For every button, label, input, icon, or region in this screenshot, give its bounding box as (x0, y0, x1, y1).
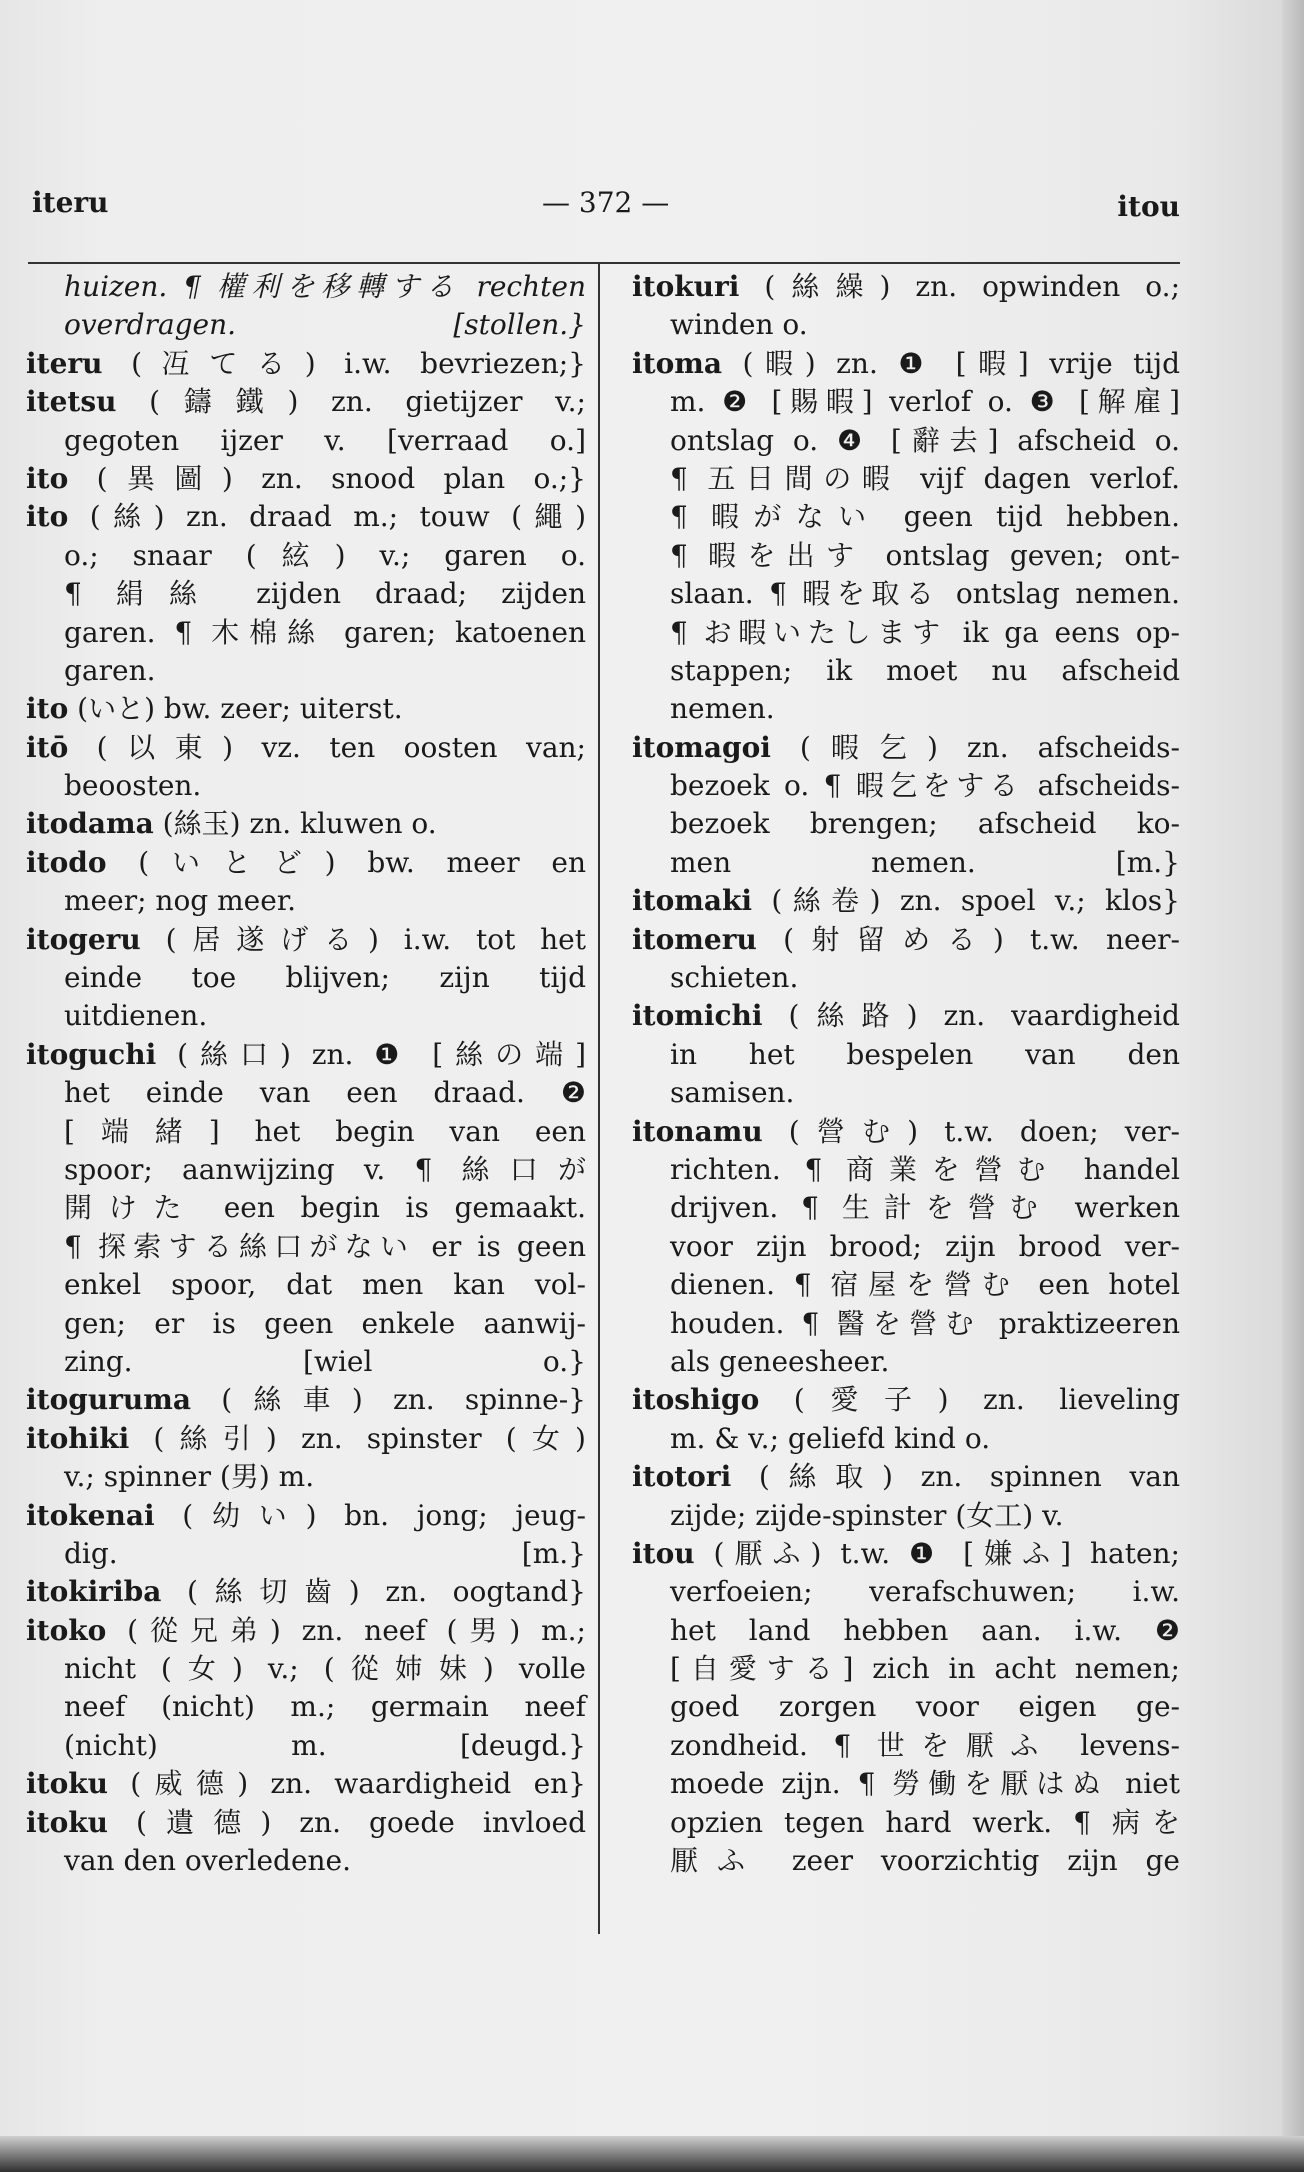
entry-text: ¶ 暇を出す ontslag geven; ont- (670, 538, 1180, 572)
dictionary-line (632, 383, 1180, 421)
dictionary-line (26, 1458, 586, 1496)
dictionary-line (632, 1266, 1180, 1304)
entry-text: (絲玉) zn. kluwen o. (162, 807, 437, 841)
dictionary-line (632, 1573, 1180, 1611)
entry-text: het land hebben aan. i.w. ❷ (670, 1613, 1180, 1647)
dictionary-line (26, 1266, 586, 1304)
dictionary-line (632, 1842, 1180, 1880)
entry-text: (絲車) zn. spinne-} (221, 1383, 586, 1417)
dictionary-line (632, 1612, 1180, 1650)
dictionary-line (26, 1036, 586, 1074)
dictionary-line (26, 882, 586, 920)
entry-text: zijde; zijde-spinster (女工) v. (670, 1498, 1064, 1532)
entry-text: (威德) zn. waardigheid en} (130, 1767, 586, 1801)
dictionary-line (26, 652, 586, 690)
dictionary-line (26, 1074, 586, 1112)
dictionary-line (632, 1535, 1180, 1573)
dictionary-line (632, 1727, 1180, 1765)
entry-text: moede zijn. ¶ 勞働を厭はぬ niet (670, 1767, 1180, 1801)
dictionary-line (632, 1804, 1180, 1842)
guide-word-right: itou (1117, 190, 1180, 223)
entry-headword: itonamu (632, 1114, 763, 1148)
dictionary-line (26, 921, 586, 959)
entry-text: m. ❷ [賜暇] verlof o. ❸ [解雇] (670, 385, 1180, 419)
entry-text: neef (nicht) m.; germain neef (64, 1690, 586, 1724)
dictionary-line (632, 882, 1180, 920)
entry-text: het einde van een draad. ❷ (64, 1076, 586, 1110)
dictionary-line (26, 306, 586, 344)
entry-headword: itoko (26, 1613, 107, 1647)
dictionary-line (632, 1228, 1180, 1266)
entry-text: (絲取) zn. spinnen van (758, 1460, 1180, 1494)
dictionary-line (632, 844, 1180, 882)
dictionary-line (26, 1113, 586, 1151)
dictionary-line (26, 1305, 586, 1343)
entry-text: (絲) zn. draad m.; touw (繩) (89, 500, 586, 534)
entry-headword: itoshigo (632, 1383, 760, 1417)
entry-text: 厭ふ zeer voorzichtig zijn ge (670, 1844, 1180, 1878)
dictionary-line (26, 537, 586, 575)
entry-headword: itoma (632, 346, 723, 380)
dictionary-line (26, 1804, 586, 1842)
entry-text: spoor; aanwijzing v. ¶ 絲口が (64, 1152, 586, 1186)
entry-text: bezoek brengen; afscheid ko- (670, 807, 1180, 841)
entry-headword: ito (26, 500, 69, 534)
entry-text: van den overledene. (64, 1844, 352, 1878)
entry-headword: itomichi (632, 999, 763, 1033)
dictionary-line (632, 997, 1180, 1035)
entry-headword: itomaki (632, 884, 753, 918)
entry-text: richten. ¶ 商業を營む handel (670, 1152, 1180, 1186)
guide-word-left: iteru (32, 186, 109, 219)
entry-text: dienen. ¶ 宿屋を營む een hotel (670, 1268, 1180, 1302)
dictionary-line (26, 1497, 586, 1535)
dictionary-line (632, 537, 1180, 575)
entry-text: [自愛する] zich in acht nemen; (670, 1652, 1180, 1686)
dictionary-line (26, 1381, 586, 1419)
left-column (26, 268, 586, 1880)
dictionary-line (632, 729, 1180, 767)
entry-text: (鑄鐵) zn. gietijzer v.; (149, 385, 586, 419)
dictionary-line (26, 268, 586, 306)
entry-text: (冱てる) i.w. bevriezen;} (131, 346, 586, 380)
entry-headword: itomeru (632, 922, 757, 956)
entry-headword: ito (26, 692, 69, 726)
dictionary-line (26, 1228, 586, 1266)
entry-text: ontslag o. ❹ [辭去] afscheid o. (670, 423, 1180, 457)
page-header (32, 186, 1180, 226)
entry-text: (暇) zn. ❶ [暇] vrije tijd (742, 346, 1180, 380)
dictionary-line (26, 1535, 586, 1573)
dictionary-line (632, 1381, 1180, 1419)
entry-headword: ito (26, 461, 69, 495)
entry-headword: itodo (26, 845, 107, 879)
dictionary-line (26, 1688, 586, 1726)
entry-text: huizen. ¶ 權利を移轉する rechten (64, 270, 586, 303)
entry-text: (愛子) zn. lieveling (793, 1383, 1180, 1417)
entry-text: nemen. (670, 692, 775, 726)
dictionary-line (26, 767, 586, 805)
entry-text: nicht (女) v.; (從姉妹) volle (64, 1652, 586, 1686)
entry-text: (いとど) bw. meer en (138, 845, 586, 879)
entry-headword: itokiriba (26, 1575, 162, 1609)
page-edge (1282, 0, 1304, 2172)
entry-text: opzien tegen hard werk. ¶ 病を (670, 1805, 1180, 1839)
entry-headword: itohiki (26, 1421, 130, 1455)
dictionary-line (632, 1497, 1180, 1535)
dictionary-line (26, 729, 586, 767)
entry-text: ¶ お暇いたします ik ga eens op- (670, 615, 1180, 649)
dictionary-line (632, 1343, 1180, 1381)
entry-headword: itoku (26, 1805, 109, 1839)
entry-text: (厭ふ) t.w. ❶ [嫌ふ] haten; (713, 1536, 1180, 1570)
entry-text: [端緒] het begin van een (64, 1114, 586, 1148)
entry-headword: iteru (26, 346, 103, 380)
dictionary-line (632, 1420, 1180, 1458)
dictionary-line (26, 1420, 586, 1458)
page-bottom-shadow (0, 2136, 1304, 2172)
entry-text: uitdienen. (64, 999, 208, 1033)
entry-text: beoosten. (64, 769, 202, 803)
entry-headword: itogeru (26, 922, 141, 956)
entry-text: gen; er is geen enkele aanwij- (64, 1306, 586, 1340)
entry-headword: itomagoi (632, 730, 771, 764)
dictionary-line (632, 1688, 1180, 1726)
entry-text: in het bespelen van den (670, 1037, 1180, 1071)
right-column (632, 268, 1180, 1880)
dictionary-line (26, 1189, 586, 1227)
entry-text: slaan. ¶ 暇を取る ontslag nemen. (670, 577, 1180, 611)
dictionary-line (26, 844, 586, 882)
entry-headword: itō (26, 730, 69, 764)
entry-text: (絲切齒) zn. oogtand} (187, 1575, 586, 1609)
dictionary-line (26, 614, 586, 652)
entry-text: (異圖) zn. snood plan o.;} (96, 461, 586, 495)
dictionary-line (26, 383, 586, 421)
dictionary-line (632, 1151, 1180, 1189)
entry-headword: itou (632, 1536, 695, 1570)
entry-text: samisen. (670, 1076, 795, 1110)
entry-text: o.; snaar (絃) v.; garen o. (64, 538, 586, 572)
entry-text: verfoeien; verafschuwen; i.w. (670, 1575, 1180, 1609)
entry-text: (幼い) bn. jong; jeug- (182, 1498, 586, 1532)
entry-text: meer; nog meer. (64, 884, 297, 918)
dictionary-line (26, 805, 586, 843)
entry-text: (以東) vz. ten oosten van; (96, 730, 586, 764)
dictionary-line (26, 1650, 586, 1688)
dictionary-line (632, 1765, 1180, 1803)
entry-text: bezoek o. ¶ 暇乞をする afscheids- (670, 769, 1180, 803)
dictionary-line (632, 1036, 1180, 1074)
dictionary-line (632, 921, 1180, 959)
dictionary-line (26, 1573, 586, 1611)
entry-text: zondheid. ¶ 世を厭ふ levens- (670, 1728, 1180, 1762)
dictionary-line (632, 614, 1180, 652)
entry-text: (絲卷) zn. spoel v.; klos} (771, 884, 1180, 918)
entry-text: dig. [m.} (64, 1536, 586, 1570)
dictionary-line (26, 575, 586, 613)
entry-text: einde toe blijven; zijn tijd (64, 961, 586, 995)
entry-text: (nicht) m. [deugd.} (64, 1728, 586, 1762)
dictionary-line (26, 1343, 586, 1381)
entry-headword: itodama (26, 807, 154, 841)
entry-headword: itokuri (632, 270, 740, 303)
dictionary-line (632, 959, 1180, 997)
dictionary-line (632, 306, 1180, 344)
entry-text: drijven. ¶ 生計を營む werken (670, 1191, 1180, 1225)
entry-text: goed zorgen voor eigen ge- (670, 1690, 1180, 1724)
dictionary-line (632, 767, 1180, 805)
entry-text: (居遂げる) i.w. tot het (165, 922, 586, 956)
dictionary-line (632, 345, 1180, 383)
entry-text: (營む) t.w. doen; ver- (788, 1114, 1180, 1148)
entry-text: (いと) bw. zeer; uiterst. (77, 692, 403, 726)
entry-headword: itotori (632, 1460, 732, 1494)
dictionary-line (632, 805, 1180, 843)
entry-text: (絲口) zn. ❶ [絲の端] (177, 1037, 586, 1071)
dictionary-line (26, 997, 586, 1035)
entry-text: m. & v.; geliefd kind o. (670, 1421, 991, 1455)
entry-text: ¶ 探索する絲口がない er is geen (64, 1229, 586, 1263)
entry-text: (射留める) t.w. neer- (783, 922, 1180, 956)
entry-text: (從兄弟) zn. neef (男) m.; (127, 1613, 586, 1647)
dictionary-line (26, 345, 586, 383)
entry-text: (絲引) zn. spinster (女) (153, 1421, 586, 1455)
entry-text: winden o. (670, 308, 808, 342)
dictionary-line (632, 460, 1180, 498)
dictionary-line (632, 1305, 1180, 1343)
dictionary-line (632, 1189, 1180, 1227)
entry-text: ¶ 絹絲 zijden draad; zijden (64, 577, 586, 611)
dictionary-line (632, 422, 1180, 460)
entry-text: (暇乞) zn. afscheids- (799, 730, 1180, 764)
entry-text: ¶ 五日間の暇 vijf dagen verlof. (670, 461, 1180, 495)
dictionary-line (632, 652, 1180, 690)
dictionary-line (26, 498, 586, 536)
dictionary-line (26, 1727, 586, 1765)
dictionary-line (26, 422, 586, 460)
entry-text: als geneesheer. (670, 1344, 890, 1378)
dictionary-line (632, 1650, 1180, 1688)
dictionary-line (632, 575, 1180, 613)
entry-headword: itetsu (26, 385, 117, 419)
entry-headword: itoguruma (26, 1383, 192, 1417)
entry-text: enkel spoor, dat men kan vol- (64, 1268, 586, 1302)
entry-text: garen. (64, 653, 156, 687)
entry-text: 開けた een begin is gemaakt. (64, 1191, 586, 1225)
dictionary-line (632, 498, 1180, 536)
dictionary-line (26, 1842, 586, 1880)
dictionary-line (632, 1074, 1180, 1112)
dictionary-line (26, 460, 586, 498)
dictionary-line (632, 690, 1180, 728)
entry-text: ¶ 暇がない geen tijd hebben. (670, 500, 1180, 534)
dictionary-line (632, 1458, 1180, 1496)
dictionary-line (26, 1612, 586, 1650)
dictionary-line (26, 690, 586, 728)
entry-text: voor zijn brood; zijn brood ver- (670, 1229, 1180, 1263)
entry-text: stappen; ik moet nu afscheid (670, 653, 1180, 687)
dictionary-line (632, 268, 1180, 306)
entry-text: overdragen. [stollen.} (64, 308, 586, 342)
entry-text: schieten. (670, 961, 799, 995)
entry-text: garen. ¶ 木棉絲 garen; katoenen (64, 615, 586, 649)
entry-text: zing. [wiel o.} (64, 1344, 586, 1378)
entry-text: (絲繰) zn. opwinden o.; (764, 270, 1181, 303)
dictionary-line (632, 1113, 1180, 1151)
entry-headword: itoguchi (26, 1037, 157, 1071)
header-rule (28, 262, 1180, 264)
entry-text: gegoten ijzer v. [verraad o.] (64, 423, 586, 457)
dictionary-line (26, 1151, 586, 1189)
entry-headword: itokenai (26, 1498, 155, 1532)
entry-text: (遺德) zn. goede invloed (136, 1805, 586, 1839)
entry-text: men nemen. [m.} (670, 845, 1180, 879)
dictionary-line (26, 1765, 586, 1803)
entry-headword: itoku (26, 1767, 109, 1801)
entry-text: (絲路) zn. vaardigheid (788, 999, 1180, 1033)
column-divider (598, 264, 600, 1934)
entry-text: v.; spinner (男) m. (64, 1460, 315, 1494)
entry-text: houden. ¶ 醫を營む praktizeeren (670, 1306, 1180, 1340)
page-number: — 372 — (542, 186, 670, 219)
dictionary-line (26, 959, 586, 997)
